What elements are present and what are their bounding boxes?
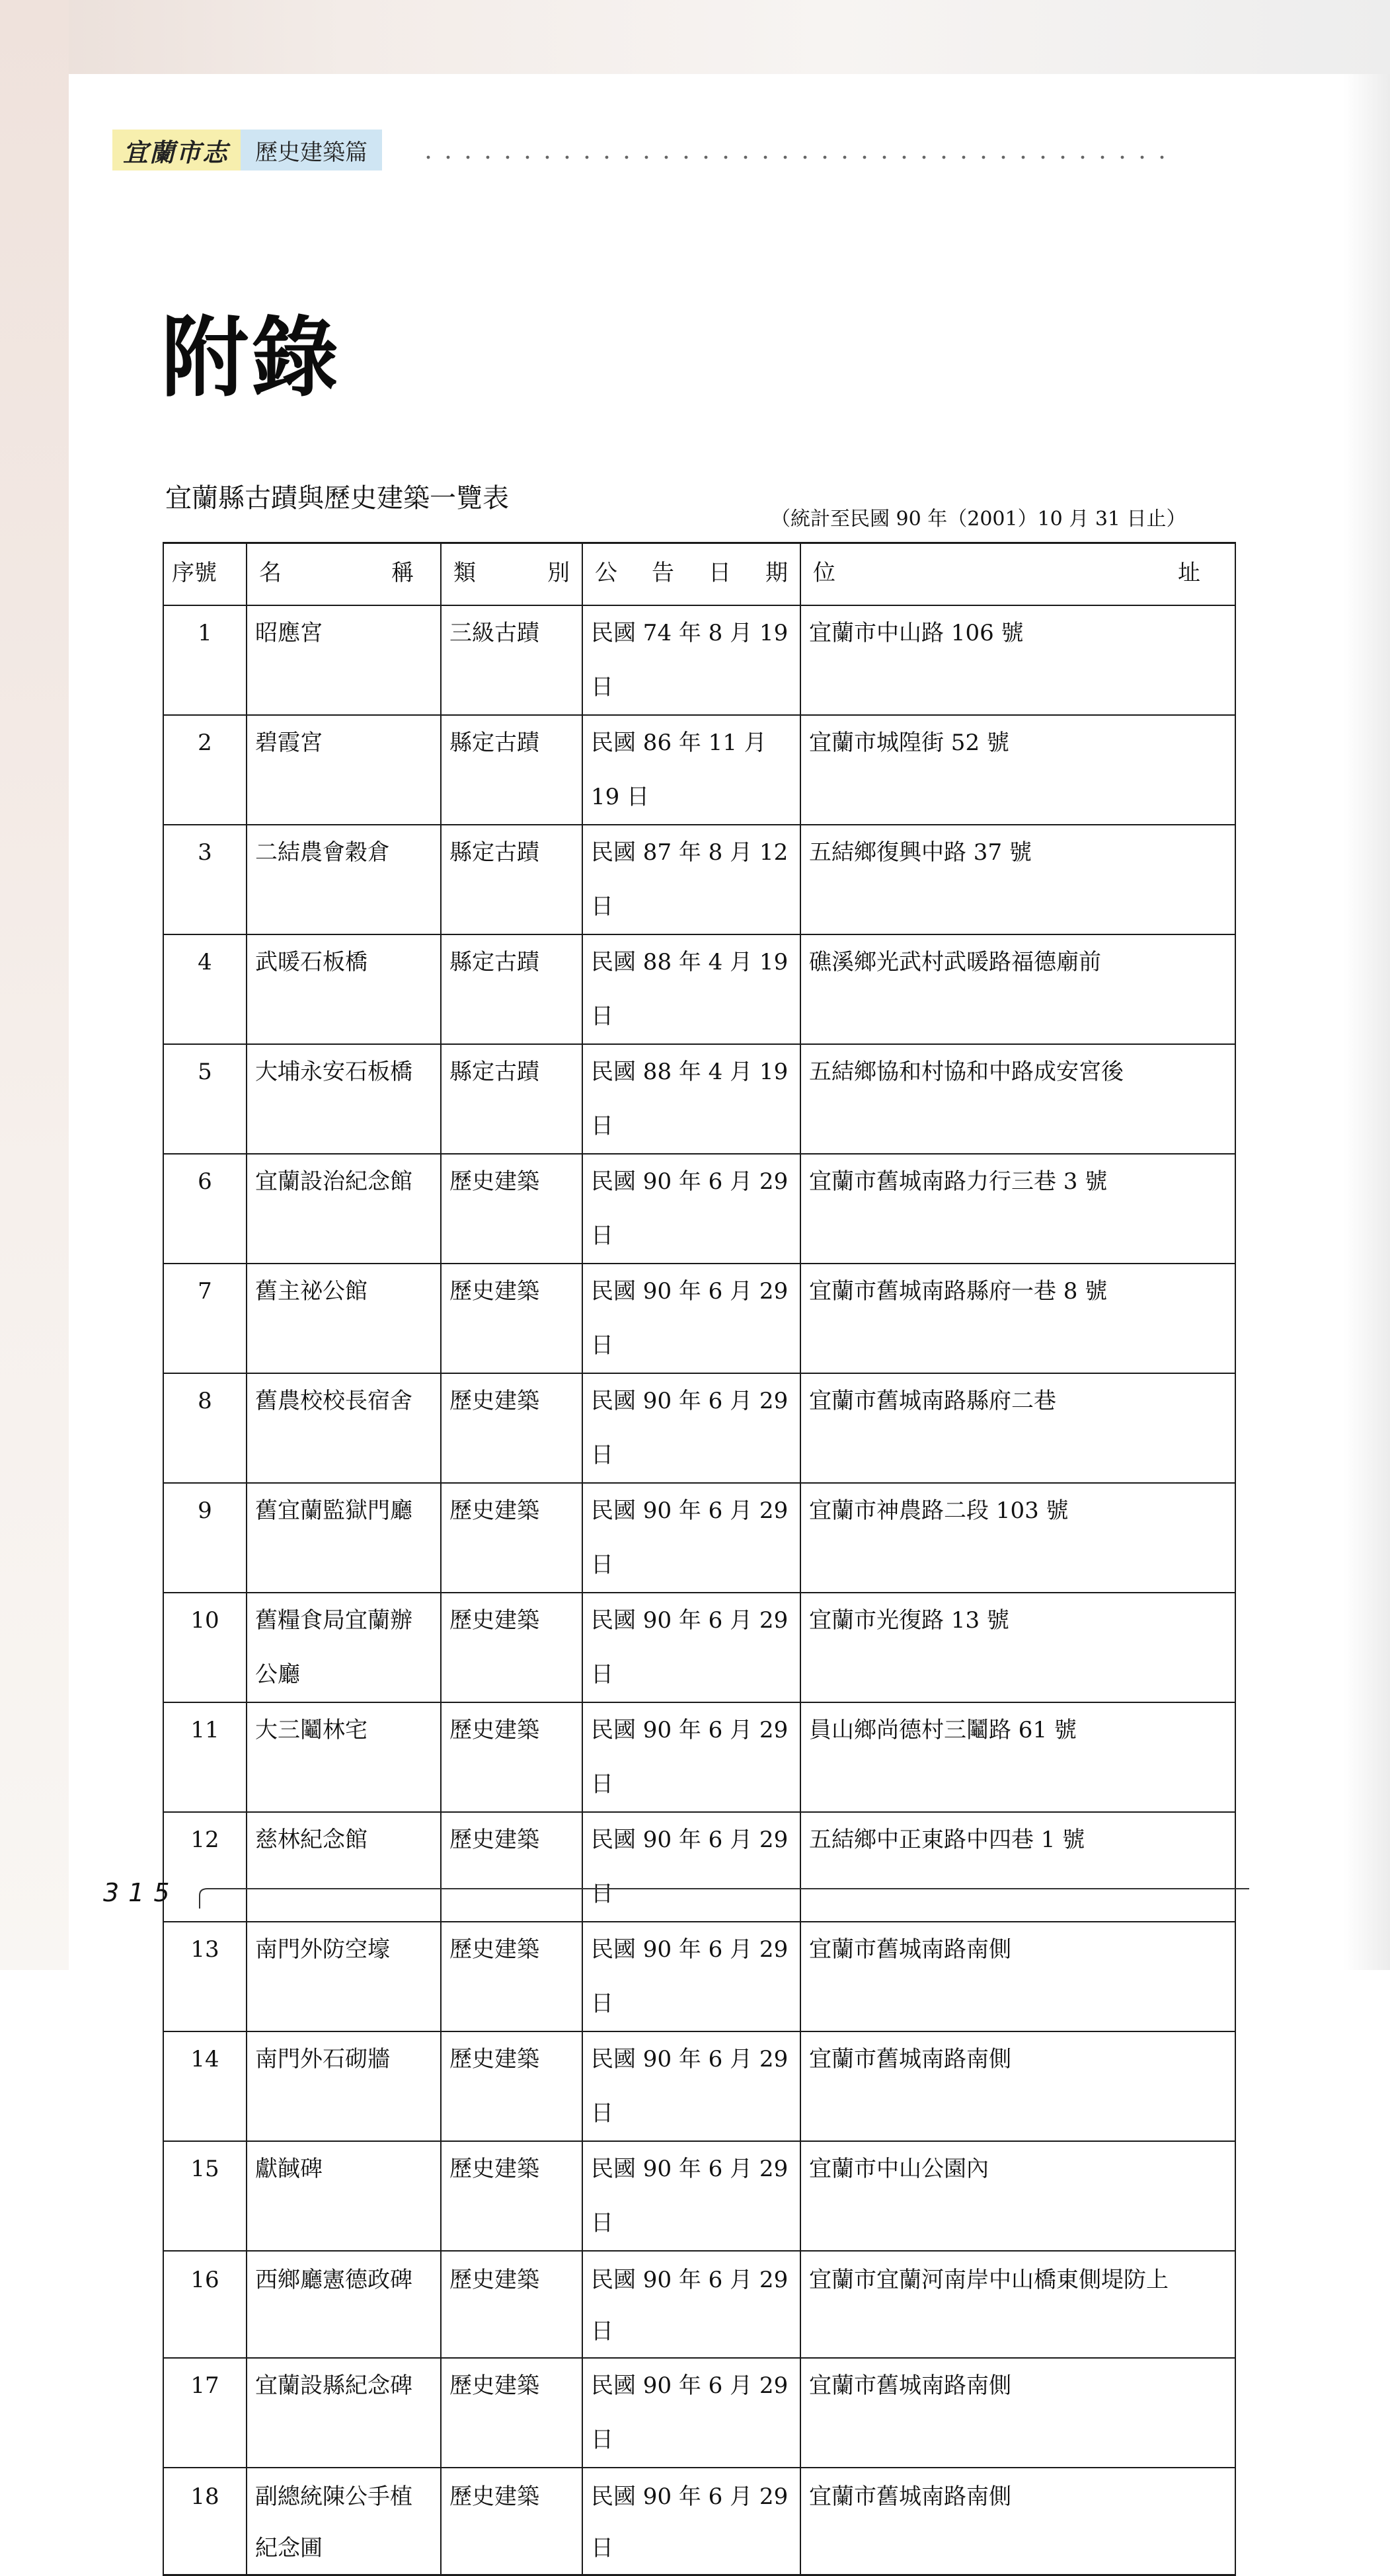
table-row [163,1483,1235,1593]
leader-dot [506,156,510,159]
cell-date: 民國 88 年 4 月 19 日 [582,1044,800,1154]
cell-seq: 9 [163,1483,247,1593]
cell-type: 縣定古蹟 [441,934,582,1044]
cell-date: 民國 90 年 6 月 29 日 [582,1373,800,1483]
cell-seq: 11 [163,1702,247,1812]
cell-seq: 14 [163,2031,247,2141]
cell-seq: 8 [163,1373,247,1483]
cell-date: 民國 90 年 6 月 29 日 [582,1264,800,1373]
cell-date: 民國 90 年 6 月 29 日 [582,1702,800,1812]
cell-address: 宜蘭市光復路 13 號 [800,1593,1235,1702]
table-row [163,2141,1235,2251]
cell-seq: 17 [163,2358,247,2468]
footer-rule [198,1887,1249,1910]
cell-address: 宜蘭市舊城南路南側 [800,2468,1235,2575]
table-row [163,605,1235,715]
page-shade [1344,74,1390,1970]
cell-date: 民國 90 年 6 月 29 日 [582,1154,800,1264]
heritage-table [163,542,1236,2576]
cell-seq: 5 [163,1044,247,1154]
table-header-row [163,543,1235,606]
cell-date: 民國 90 年 6 月 29 日 [582,2358,800,2468]
leader-dot [625,156,629,159]
leader-dot [546,156,549,159]
cell-seq: 18 [163,2468,247,2575]
leader-dot [566,156,569,159]
table-row [163,1702,1235,1812]
cell-address: 宜蘭市舊城南路縣府一巷 8 號 [800,1264,1235,1373]
leader-dot [427,156,430,159]
header-type-char: 別 [547,560,570,586]
table-title: 宜蘭縣古蹟與歷史建築一覽表 [165,483,509,513]
header-type-char: 類 [453,560,476,586]
table-row [163,2031,1235,2141]
leader-dot [863,156,867,159]
cell-name: 宜蘭設治紀念館 [247,1154,441,1264]
cell-address: 五結鄉復興中路 37 號 [800,825,1235,934]
header-name [247,543,441,606]
leader-dot [1141,156,1144,159]
leader-dot [784,156,787,159]
leader-dot [1002,156,1005,159]
cell-type: 三級古蹟 [441,605,582,715]
cell-address: 宜蘭市中山公園內 [800,2141,1235,2251]
leader-dot [1022,156,1025,159]
table-row [163,715,1235,825]
leader-dot [724,156,728,159]
table-row [163,2251,1235,2358]
cell-seq: 12 [163,1812,247,1922]
scan-edge-left [0,0,69,1970]
leader-dot [526,156,529,159]
cell-name: 南門外防空壕 [247,1922,441,2031]
cell-address: 宜蘭市宜蘭河南岸中山橋東側堤防上 [800,2251,1235,2358]
cell-address: 宜蘭市城隍街 52 號 [800,715,1235,825]
cell-type: 歷史建築 [441,2468,582,2575]
cell-name: 獻馘碑 [247,2141,441,2251]
cell-name: 昭應宮 [247,605,441,715]
leader-dot [1042,156,1045,159]
cell-type: 縣定古蹟 [441,825,582,934]
cell-name: 二結農會穀倉 [247,825,441,934]
cell-type: 歷史建築 [441,1702,582,1812]
cell-name: 宜蘭設縣紀念碑 [247,2358,441,2468]
leader-dot [764,156,767,159]
cell-address: 宜蘭市舊城南路南側 [800,2358,1235,2468]
cell-date: 民國 90 年 6 月 29 日 [582,1483,800,1593]
leader-dot [1121,156,1124,159]
leader-dot [1062,156,1065,159]
cell-name: 武暖石板橋 [247,934,441,1044]
cell-date: 民國 90 年 6 月 29 日 [582,1922,800,2031]
header-date-char: 告 [652,560,674,586]
leader-dot [705,156,708,159]
table-row [163,1922,1235,2031]
table-row [163,1154,1235,1264]
cell-type: 歷史建築 [441,1812,582,1922]
table-body [163,605,1235,2575]
cell-address: 員山鄉尚德村三鬮路 61 號 [800,1702,1235,1812]
leader-dot [843,156,847,159]
table-row [163,2358,1235,2468]
cell-seq: 6 [163,1154,247,1264]
cell-name: 副總統陳公手植紀念圃 [247,2468,441,2575]
cell-type: 歷史建築 [441,1922,582,2031]
header-dotted-leader [423,137,1177,164]
cell-seq: 7 [163,1264,247,1373]
header-brand: 宜蘭市志 [112,130,241,170]
cell-type: 縣定古蹟 [441,715,582,825]
table-row [163,1373,1235,1483]
cell-date: 民國 90 年 6 月 29 日 [582,2031,800,2141]
cell-name: 舊宜蘭監獄門廳 [247,1483,441,1593]
cell-date: 民國 86 年 11 月 19 日 [582,715,800,825]
leader-dot [486,156,490,159]
leader-dot [605,156,609,159]
leader-dot [645,156,648,159]
table-row [163,825,1235,934]
header-section: 歷史建築篇 [241,130,382,170]
cell-type: 歷史建築 [441,1483,582,1593]
cell-name: 慈林紀念館 [247,1812,441,1922]
cell-date: 民國 87 年 8 月 12 日 [582,825,800,934]
leader-dot [962,156,966,159]
leader-dot [903,156,906,159]
leader-dot [744,156,748,159]
cell-type: 歷史建築 [441,2031,582,2141]
cell-seq: 2 [163,715,247,825]
table-row [163,1264,1235,1373]
table-row [163,2468,1235,2575]
leader-dot [1161,156,1164,159]
cell-seq: 4 [163,934,247,1044]
cell-seq: 1 [163,605,247,715]
cell-name: 西鄉廳憲德政碑 [247,2251,441,2358]
cell-seq: 13 [163,1922,247,2031]
cell-address: 宜蘭市舊城南路南側 [800,2031,1235,2141]
leader-dot [1081,156,1085,159]
leader-dot [804,156,807,159]
leader-dot [665,156,668,159]
cell-date: 民國 90 年 6 月 29 日 [582,2468,800,2575]
table-row [163,1593,1235,1702]
cell-name: 舊農校校長宿舍 [247,1373,441,1483]
cell-address: 宜蘭市舊城南路縣府二巷 [800,1373,1235,1483]
header-seq: 序號 [163,543,247,606]
cell-name: 碧霞宮 [247,715,441,825]
leader-dot [923,156,926,159]
cell-name: 南門外石砌牆 [247,2031,441,2141]
cell-date: 民國 74 年 8 月 19 日 [582,605,800,715]
cell-date: 民國 90 年 6 月 29 日 [582,2251,800,2358]
leader-dot [943,156,946,159]
cell-address: 五結鄉中正東路中四巷 1 號 [800,1812,1235,1922]
cell-date: 民國 88 年 4 月 19 日 [582,934,800,1044]
header-address-char: 址 [1178,560,1200,586]
header-name-char: 稱 [391,560,414,586]
cell-seq: 15 [163,2141,247,2251]
header-date-char: 公 [595,560,617,586]
cell-address: 五結鄉協和村協和中路成安宮後 [800,1044,1235,1154]
header-address-char: 位 [813,560,835,586]
leader-dot [586,156,589,159]
cell-date: 民國 90 年 6 月 29 日 [582,1593,800,1702]
page-title: 附錄 [161,307,341,409]
cell-address: 宜蘭市舊城南路力行三巷 3 號 [800,1154,1235,1264]
leader-dot [883,156,886,159]
header-date-char: 期 [765,560,788,586]
leader-dot [824,156,827,159]
leader-dot [685,156,688,159]
leader-dot [1101,156,1104,159]
cell-name: 舊糧食局宜蘭辦公廳 [247,1593,441,1702]
cell-type: 縣定古蹟 [441,1044,582,1154]
cell-name: 大三鬮林宅 [247,1702,441,1812]
scan-edge-top [0,0,1390,74]
cell-date: 民國 90 年 6 月 29 日 [582,2141,800,2251]
cell-address: 礁溪鄉光武村武暖路福德廟前 [800,934,1235,1044]
header-address [800,543,1235,606]
cell-type: 歷史建築 [441,2358,582,2468]
cell-type: 歷史建築 [441,1373,582,1483]
table-row [163,934,1235,1044]
leader-dot [467,156,470,159]
page-number: 315 [103,1878,179,1907]
header-date-char: 日 [709,560,731,586]
cell-seq: 16 [163,2251,247,2358]
cell-address: 宜蘭市中山路 106 號 [800,605,1235,715]
cell-date: 民國 90 年 6 月 29 日 [582,1812,800,1922]
cell-address: 宜蘭市神農路二段 103 號 [800,1483,1235,1593]
header-type [441,543,582,606]
cell-seq: 10 [163,1593,247,1702]
cell-address: 宜蘭市舊城南路南側 [800,1922,1235,2031]
cell-type: 歷史建築 [441,1593,582,1702]
header-date [582,543,800,606]
cell-type: 歷史建築 [441,1154,582,1264]
statistics-note: （統計至民國 90 年（2001）10 月 31 日止） [771,508,1186,531]
header-name-char: 名 [259,560,282,586]
running-header [112,130,382,170]
cell-type: 歷史建築 [441,2141,582,2251]
cell-name: 舊主祕公館 [247,1264,441,1373]
table-row [163,1044,1235,1154]
leader-dot [447,156,450,159]
cell-seq: 3 [163,825,247,934]
cell-type: 歷史建築 [441,1264,582,1373]
cell-type: 歷史建築 [441,2251,582,2358]
cell-name: 大埔永安石板橋 [247,1044,441,1154]
leader-dot [982,156,985,159]
